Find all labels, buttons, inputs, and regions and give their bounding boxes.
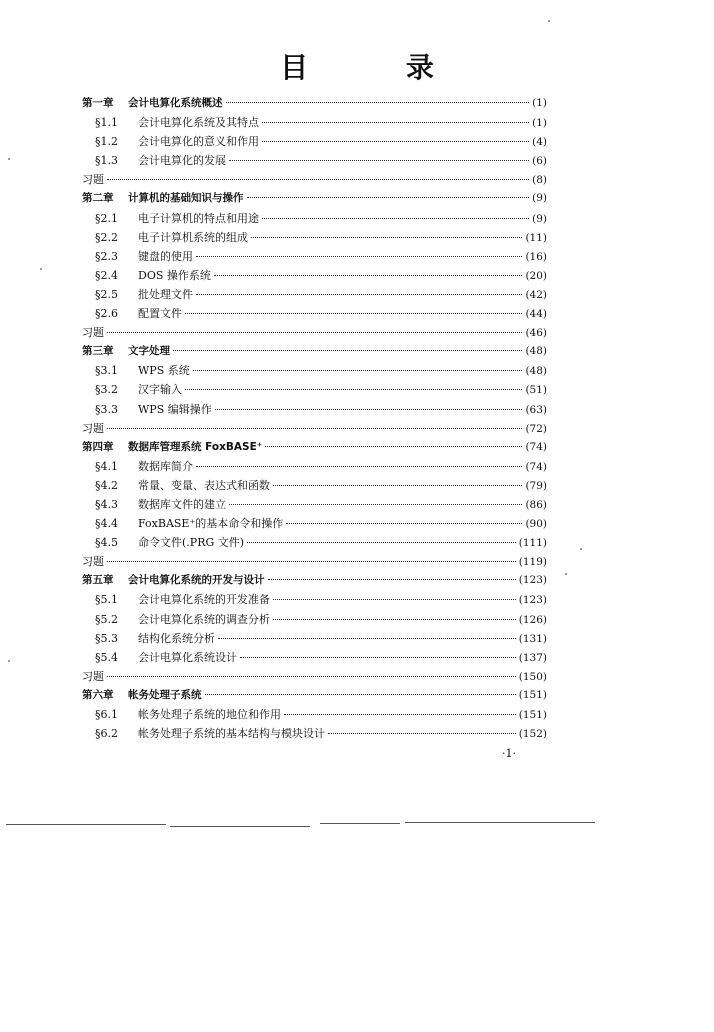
toc-exercise-row	[82, 552, 547, 571]
toc-chapter-row	[82, 94, 547, 113]
table-of-contents	[82, 94, 547, 743]
toc-entry-number: §3.1	[95, 364, 118, 378]
toc-page-number: (6)	[532, 155, 547, 168]
toc-entry-number: §2.2	[95, 230, 118, 244]
toc-exercise-row	[82, 667, 547, 686]
dot-leader	[193, 370, 523, 371]
toc-entry-number: §4.4	[95, 517, 118, 531]
toc-section-row	[82, 380, 547, 399]
toc-page-number: (42)	[525, 288, 547, 301]
toc-section-row	[82, 457, 547, 476]
dot-leader	[107, 561, 516, 562]
toc-entry-title: 习题	[82, 421, 104, 435]
dot-leader	[196, 466, 522, 467]
toc-exercise-row	[82, 170, 547, 189]
scan-speck	[8, 660, 10, 662]
toc-entry-number: 第四章	[82, 440, 114, 453]
dot-leader	[107, 676, 516, 677]
toc-section-row	[82, 400, 547, 419]
toc-section-row	[82, 476, 547, 495]
toc-section-row	[82, 113, 547, 132]
page-title: 目 录	[280, 51, 478, 84]
toc-entry-title: 会计电算化系统设计	[138, 650, 237, 664]
toc-entry-title: 计算机的基础知识与操作	[128, 192, 244, 205]
dot-leader	[286, 523, 522, 524]
toc-entry-title: 配置文件	[138, 307, 182, 321]
toc-entry-title: 会计电算化系统的开发与设计	[128, 574, 265, 587]
dot-leader	[273, 599, 516, 600]
dot-leader	[218, 638, 516, 639]
toc-entry-title: 会计电算化的发展	[138, 154, 226, 168]
toc-section-row	[82, 629, 547, 648]
toc-page-number: (123)	[518, 594, 547, 607]
toc-entry-number: 第六章	[82, 688, 114, 701]
toc-entry-title: 习题	[82, 555, 104, 569]
toc-entry-title: WPS 系统	[138, 364, 190, 378]
toc-entry-number: 第三章	[82, 345, 114, 358]
toc-section-row	[82, 648, 547, 667]
toc-entry-title: 批处理文件	[138, 287, 193, 301]
toc-entry-title: WPS 编辑操作	[138, 402, 212, 416]
toc-chapter-row	[82, 438, 547, 457]
page-number: ·1·	[502, 747, 516, 760]
toc-section-row	[82, 151, 547, 170]
toc-section-row	[82, 228, 547, 247]
toc-section-row	[82, 266, 547, 285]
dot-leader	[185, 389, 522, 390]
dot-leader	[229, 160, 529, 161]
toc-entry-number: §3.3	[95, 402, 118, 416]
toc-entry-title: 文字处理	[128, 345, 170, 358]
scan-edge-line	[405, 822, 595, 823]
toc-page-number: (119)	[518, 556, 547, 569]
toc-entry-number: 第二章	[82, 192, 114, 205]
toc-page-number: (16)	[525, 250, 547, 263]
scan-speck	[565, 573, 567, 575]
toc-entry-number: §2.4	[95, 268, 118, 282]
toc-entry-number: §6.1	[95, 708, 118, 721]
toc-page-number: (1)	[532, 117, 547, 130]
dot-leader	[273, 485, 522, 486]
toc-page-number: (150)	[518, 670, 547, 683]
toc-page-number: (72)	[525, 422, 547, 435]
toc-entry-title: 习题	[82, 173, 104, 187]
toc-page-number: (11)	[525, 231, 547, 244]
toc-entry-title: 数据库文件的建立	[138, 497, 226, 511]
toc-section-row	[82, 590, 547, 609]
dot-leader	[173, 350, 522, 351]
toc-page-number: (4)	[532, 136, 547, 149]
toc-entry-number: 第一章	[82, 97, 114, 109]
toc-page-number: (1)	[532, 97, 547, 109]
scan-speck	[40, 268, 42, 270]
toc-entry-title: 数据库简介	[138, 459, 193, 473]
toc-page-number: (74)	[525, 440, 547, 453]
toc-section-row	[82, 533, 547, 552]
toc-section-row	[82, 209, 547, 228]
dot-leader	[265, 446, 522, 447]
toc-section-row	[82, 705, 547, 724]
dot-leader	[107, 332, 522, 333]
toc-page-number: (79)	[525, 479, 547, 492]
toc-entry-number: §6.2	[95, 727, 118, 741]
toc-entry-number: §2.6	[95, 307, 118, 321]
toc-section-row	[82, 361, 547, 380]
dot-leader	[196, 256, 522, 257]
toc-section-row	[82, 514, 547, 533]
toc-page-number: (90)	[525, 518, 547, 531]
toc-entry-title: 习题	[82, 326, 104, 340]
toc-section-row	[82, 132, 547, 151]
toc-entry-number: §4.2	[95, 478, 118, 492]
toc-page-number: (152)	[518, 728, 547, 741]
toc-section-row	[82, 610, 547, 629]
toc-section-row	[82, 247, 547, 266]
dot-leader	[185, 313, 522, 314]
toc-entry-title: 会计电算化系统的调查分析	[138, 612, 270, 626]
dot-leader	[328, 733, 516, 734]
scan-speck	[580, 548, 582, 550]
toc-entry-title: 会计电算化系统的开发准备	[138, 593, 270, 607]
toc-page-number: (9)	[532, 192, 547, 205]
toc-entry-title: 命令文件(.PRG 文件)	[138, 536, 245, 550]
toc-entry-title: 结构化系统分析	[138, 631, 215, 645]
toc-entry-number: §5.3	[95, 631, 118, 645]
dot-leader	[262, 122, 529, 123]
toc-entry-title: 常量、变量、表达式和函数	[138, 478, 270, 492]
dot-leader	[251, 237, 522, 238]
toc-section-row	[82, 495, 547, 514]
dot-leader	[284, 714, 516, 715]
toc-entry-number: §5.4	[95, 650, 118, 664]
dot-leader	[247, 197, 530, 198]
toc-page-number: (51)	[525, 384, 547, 397]
toc-entry-title: 帐务处理子系统的地位和作用	[138, 708, 281, 721]
toc-page-number: (74)	[525, 460, 547, 473]
dot-leader	[240, 657, 516, 658]
dot-leader	[215, 409, 523, 410]
toc-section-row	[82, 285, 547, 304]
toc-entry-number: §5.2	[95, 612, 118, 626]
toc-page-number: (151)	[518, 709, 547, 721]
toc-chapter-row	[82, 571, 547, 590]
toc-entry-title: 帐务处理子系统的基本结构与模块设计	[138, 727, 325, 741]
toc-entry-title: 帐务处理子系统	[128, 688, 202, 701]
toc-chapter-row	[82, 686, 547, 705]
toc-page-number: (63)	[525, 403, 547, 416]
toc-entry-number: §5.1	[95, 593, 118, 607]
toc-page-number: (131)	[518, 632, 547, 645]
toc-exercise-row	[82, 323, 547, 342]
toc-page-number: (44)	[525, 308, 547, 321]
toc-entry-title: 汉字输入	[138, 383, 182, 397]
toc-chapter-row	[82, 342, 547, 361]
toc-section-row	[82, 304, 547, 323]
toc-page-number: (151)	[518, 688, 547, 701]
toc-exercise-row	[82, 419, 547, 438]
toc-page-number: (8)	[532, 174, 547, 187]
dot-leader	[226, 102, 530, 103]
toc-entry-title: 习题	[82, 669, 104, 683]
toc-entry-number: §4.3	[95, 497, 118, 511]
toc-entry-title: DOS 操作系统	[138, 268, 211, 282]
toc-entry-title: 电子计算机的特点和用途	[138, 211, 259, 225]
dot-leader	[107, 428, 522, 429]
scan-speck	[8, 158, 10, 160]
toc-page-number: (48)	[525, 365, 547, 378]
toc-entry-number: §2.5	[95, 287, 118, 301]
toc-entry-number: 第五章	[82, 574, 114, 587]
dot-leader	[273, 619, 516, 620]
toc-entry-number: §4.1	[95, 459, 118, 473]
dot-leader	[262, 218, 529, 219]
toc-entry-title: 电子计算机系统的组成	[138, 230, 248, 244]
toc-entry-number: §3.2	[95, 383, 118, 397]
toc-entry-number: §1.3	[95, 154, 118, 168]
toc-entry-number: §1.1	[95, 116, 118, 130]
toc-page-number: (9)	[532, 212, 547, 225]
scan-speck	[548, 20, 550, 22]
scan-edge-line	[170, 826, 310, 827]
toc-page-number: (86)	[525, 498, 547, 511]
toc-entry-title: 会计电算化系统概述	[128, 97, 223, 109]
toc-entry-number: §1.2	[95, 135, 118, 149]
toc-page-number: (123)	[518, 574, 547, 587]
dot-leader	[229, 504, 522, 505]
dot-leader	[262, 141, 529, 142]
dot-leader	[214, 275, 523, 276]
toc-chapter-row	[82, 189, 547, 208]
scan-edge-line	[6, 824, 166, 825]
dot-leader	[205, 694, 516, 695]
dot-leader	[268, 579, 516, 580]
toc-page-number: (20)	[525, 269, 547, 282]
dot-leader	[196, 294, 522, 295]
toc-entry-title: FoxBASE⁺的基本命令和操作	[138, 517, 284, 531]
toc-entry-number: §2.1	[95, 211, 118, 225]
toc-entry-number: §4.5	[95, 536, 118, 550]
dot-leader	[247, 542, 516, 543]
toc-entry-title: 会计电算化的意义和作用	[138, 135, 259, 149]
scan-edge-line	[320, 823, 400, 824]
toc-page-number: (137)	[518, 651, 547, 664]
toc-page-number: (111)	[518, 537, 547, 550]
toc-entry-title: 数据库管理系统 FoxBASE⁺	[128, 440, 263, 453]
dot-leader	[107, 179, 529, 180]
toc-entry-title: 键盘的使用	[138, 249, 193, 263]
toc-entry-title: 会计电算化系统及其特点	[138, 116, 259, 130]
toc-page-number: (48)	[525, 345, 547, 358]
toc-page-number: (126)	[518, 613, 547, 626]
toc-section-row	[82, 724, 547, 743]
toc-entry-number: §2.3	[95, 249, 118, 263]
toc-page-number: (46)	[525, 327, 547, 340]
